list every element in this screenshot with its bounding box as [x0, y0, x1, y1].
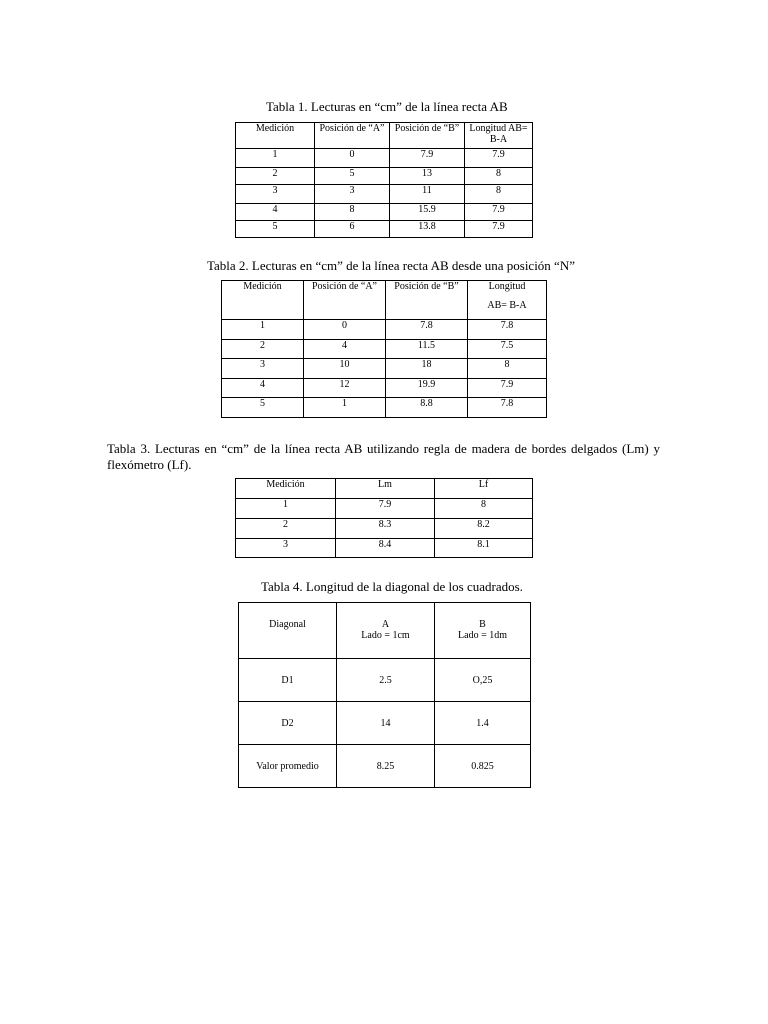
table-header-row — [239, 603, 531, 659]
table1 — [235, 122, 533, 238]
table-row — [239, 659, 531, 702]
table-cell: 1 — [236, 149, 315, 168]
table-row — [236, 539, 533, 558]
table-row — [222, 340, 547, 359]
table-cell: 3 — [236, 185, 315, 204]
header-cell-a — [337, 603, 435, 659]
table-header-row — [222, 281, 547, 320]
table-cell: 1 — [222, 320, 304, 340]
table3 — [235, 478, 533, 558]
table-cell: 2 — [236, 168, 315, 185]
table-cell: 2 — [222, 340, 304, 359]
table-cell: 8 — [465, 185, 533, 204]
table-row — [222, 398, 547, 418]
table-cell: 12 — [304, 379, 386, 398]
header-cell: Posición de “B” — [390, 123, 465, 149]
table-cell: 8 — [435, 499, 533, 519]
table-row — [222, 379, 547, 398]
table-cell: 7.8 — [468, 398, 547, 418]
table-cell: 0 — [315, 149, 390, 168]
table-cell: D1 — [239, 659, 337, 702]
table-cell: Valor promedio — [239, 745, 337, 788]
header-cell: Posición de “A” — [315, 123, 390, 149]
table4-caption: Tabla 4. Longitud de la diagonal de los cuadrados. — [261, 579, 523, 594]
table-cell: 1.4 — [435, 702, 531, 745]
table-header-row — [236, 123, 533, 149]
table-row — [236, 221, 533, 238]
header-cell: Medición — [236, 479, 336, 499]
table-cell: 7.9 — [336, 499, 435, 519]
table-row — [236, 204, 533, 221]
table-row — [222, 320, 547, 340]
table-cell: 0.825 — [435, 745, 531, 788]
header-cell: Lf — [435, 479, 533, 499]
table-row — [239, 702, 531, 745]
table-cell: 8 — [315, 204, 390, 221]
table2 — [221, 280, 547, 418]
header-cell: Lm — [336, 479, 435, 499]
table-cell: 18 — [386, 359, 468, 379]
table-cell: 5 — [315, 168, 390, 185]
header-cell-longitud — [468, 281, 547, 320]
table-cell: 1 — [304, 398, 386, 418]
table-cell: 4 — [304, 340, 386, 359]
header-cell-b — [435, 603, 531, 659]
table-cell: 10 — [304, 359, 386, 379]
table-cell: 7.9 — [468, 379, 547, 398]
header-line: Lado = 1cm — [361, 630, 410, 641]
table-cell: 5 — [236, 221, 315, 238]
table-cell: 11.5 — [386, 340, 468, 359]
table-cell: 7.9 — [465, 149, 533, 168]
table4 — [238, 602, 531, 788]
table-row — [236, 519, 533, 539]
table-cell: 3 — [315, 185, 390, 204]
header-line: B — [479, 619, 486, 630]
table-cell: 7.8 — [468, 320, 547, 340]
table-cell: 8 — [465, 168, 533, 185]
header-cell: Medición — [222, 281, 304, 320]
table-row — [236, 168, 533, 185]
header-cell: Longitud AB= B-A — [465, 123, 533, 149]
table-cell: 3 — [236, 539, 336, 558]
table-cell: 7.9 — [390, 149, 465, 168]
table1-caption: Tabla 1. Lecturas en “cm” de la línea recta AB — [266, 99, 508, 114]
table-cell: O,25 — [435, 659, 531, 702]
table-cell: 3 — [222, 359, 304, 379]
table-row — [236, 185, 533, 204]
table-cell: 6 — [315, 221, 390, 238]
table-cell: 2 — [236, 519, 336, 539]
header-cell: Posición de “B” — [386, 281, 468, 320]
table-cell: 8.1 — [435, 539, 533, 558]
table-cell: 14 — [337, 702, 435, 745]
table-cell: 15.9 — [390, 204, 465, 221]
table3-caption: Tabla 3. Lecturas en “cm” de la línea recta AB utilizando regla de madera de bordes delgados (Lm) y flexómetro (Lf). — [107, 441, 660, 472]
table-cell: 8 — [468, 359, 547, 379]
table-cell: 4 — [236, 204, 315, 221]
table-cell: 7.9 — [465, 221, 533, 238]
table-cell: 8.8 — [386, 398, 468, 418]
table2-caption: Tabla 2. Lecturas en “cm” de la línea recta AB desde una posición “N” — [207, 258, 575, 273]
table-cell: 2.5 — [337, 659, 435, 702]
table-cell: 0 — [304, 320, 386, 340]
table-row — [236, 499, 533, 519]
table-row — [236, 149, 533, 168]
header-cell: Medición — [236, 123, 315, 149]
header-cell: Posición de “A” — [304, 281, 386, 320]
table-row — [222, 359, 547, 379]
table-cell: 4 — [222, 379, 304, 398]
table-cell: 8.4 — [336, 539, 435, 558]
header-line: AB= B-A — [487, 300, 527, 311]
table-cell: 13.8 — [390, 221, 465, 238]
header-line: Longitud — [488, 281, 526, 292]
table-cell: 7.9 — [465, 204, 533, 221]
table-cell: 7.5 — [468, 340, 547, 359]
header-cell: Diagonal — [239, 603, 337, 659]
table-cell: 7.8 — [386, 320, 468, 340]
header-line: A — [381, 619, 390, 630]
table-cell: 8.25 — [337, 745, 435, 788]
table-cell: D2 — [239, 702, 337, 745]
table-cell: 11 — [390, 185, 465, 204]
table-cell: 8.2 — [435, 519, 533, 539]
table-cell: 19.9 — [386, 379, 468, 398]
header-line: Lado = 1dm — [458, 630, 507, 641]
table-cell: 8.3 — [336, 519, 435, 539]
table-cell: 5 — [222, 398, 304, 418]
table-row — [239, 745, 531, 788]
table-header-row — [236, 479, 533, 499]
table-cell: 13 — [390, 168, 465, 185]
table-cell: 1 — [236, 499, 336, 519]
